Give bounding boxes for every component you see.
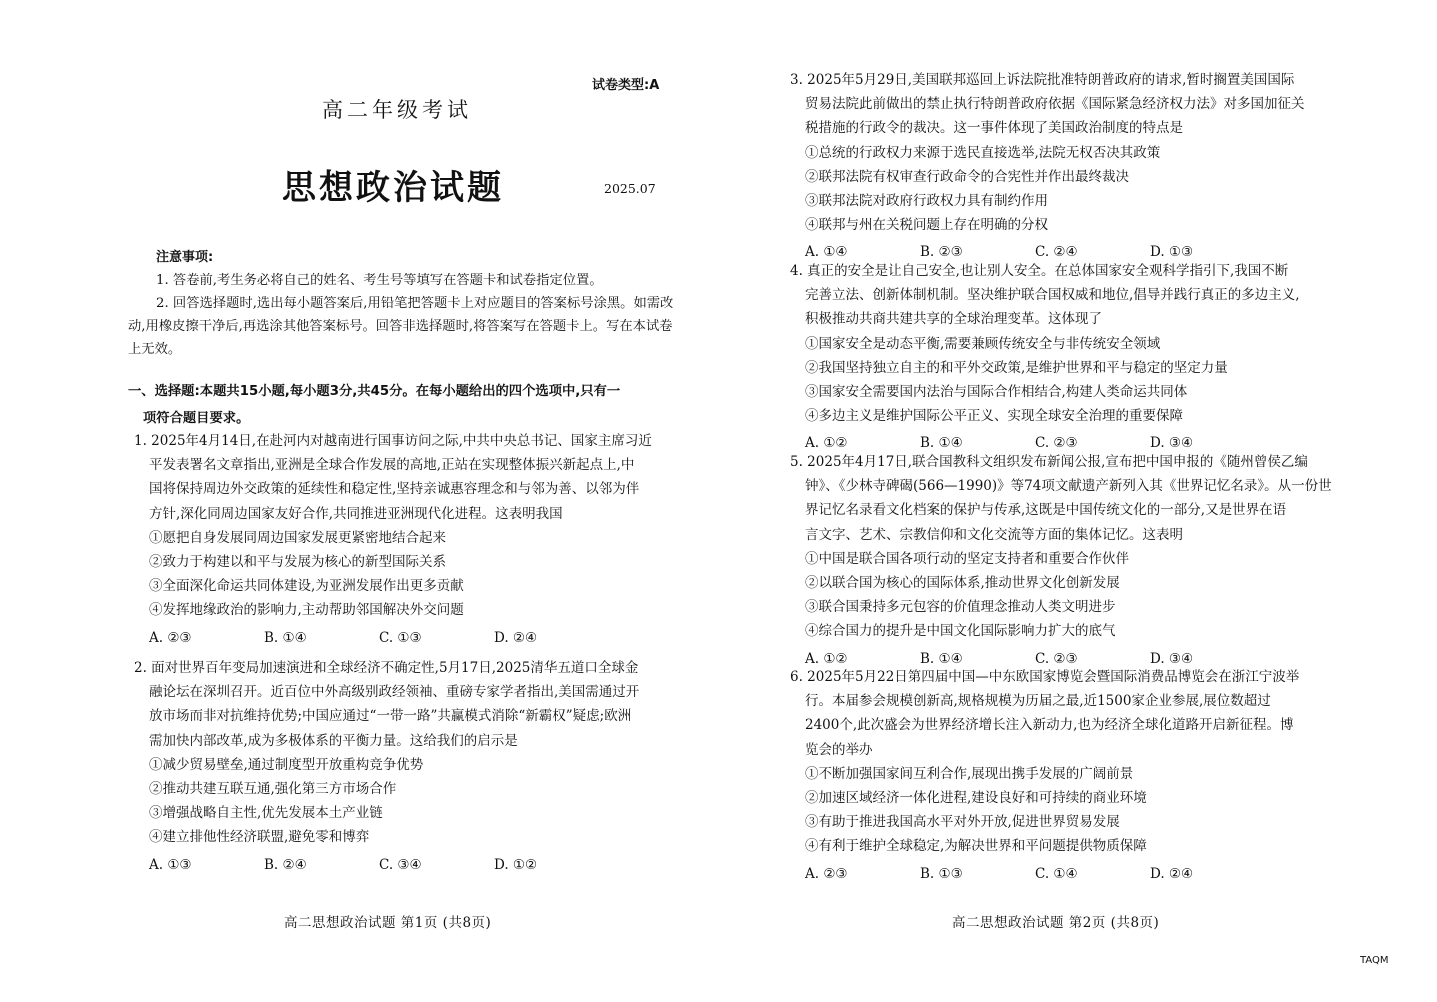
statement-option: ④综合国力的提升是中国文化国际影响力扩大的底气: [805, 623, 1116, 640]
choice-b: B. ①④: [920, 650, 963, 667]
stem-line: 4. 真正的安全是让自己安全,也让别人安全。在总体国家安全观科学指引下,我国不断: [790, 263, 1289, 279]
stem-line: 1. 2025年4月14日,在赴河内对越南进行国事访问之际,中共中央总书记、国家主席习近: [134, 433, 652, 449]
stem-line: 方针,深化同周边国家友好合作,共同推进亚洲现代化进程。这表明我国: [149, 505, 563, 522]
stem-line: 2400个,此次盛会为世界经济增长注入新动力,也为经济全球化道路开启新征程。博: [805, 717, 1294, 734]
choice-a: A. ①④: [805, 244, 848, 261]
question-1: [134, 429, 694, 650]
choice-a: A. ①②: [805, 435, 848, 452]
page-2: [718, 0, 1437, 1002]
choice-b: B. ①④: [264, 629, 307, 646]
statement-option: ②推动共建互联互通,强化第三方市场合作: [149, 781, 397, 798]
stem-line: 国将保持周边外交政策的延续性和稳定性,坚持亲诚惠容理念和与邻为善、以邻为伴: [149, 481, 640, 498]
question-stem: [790, 450, 1410, 547]
stem-line: 行。本届参会规模创新高,规格规模为历届之最,近1500家企业参展,展位数超过: [805, 693, 1271, 710]
stem-line: 言文字、艺术、宗教信仰和文化交流等方面的集体记忆。这表明: [805, 526, 1183, 543]
print-code: TAQM: [1360, 955, 1389, 966]
stem-line: 钟》、《少林寺碑碣(566—1990)》等74项文献遗产新列入其《世界记忆名录》。从一份世: [805, 478, 1332, 495]
stem-line: 融论坛在深圳召开。近百位中外高级别政经领袖、重磅专家学者指出,美国需通过开: [149, 684, 640, 701]
question-stem: [790, 68, 1410, 141]
answer-choices: [790, 862, 1410, 886]
question-4: [790, 259, 1410, 456]
stem-line: 税措施的行政令的裁决。这一事件体现了美国政治制度的特点是: [805, 120, 1183, 137]
statement-option: ①不断加强国家间互利合作,展现出携手发展的广阔前景: [805, 765, 1134, 782]
choice-c: C. ②③: [1035, 650, 1078, 667]
paper-type-label: 试卷类型:A: [592, 78, 660, 93]
stem-line: 3. 2025年5月29日,美国联邦巡回上诉法院批准特朗普政府的请求,暂时搁置美国国际: [790, 72, 1295, 88]
statement-option: ③全面深化命运共同体建设,为亚洲发展作出更多贡献: [149, 578, 464, 595]
choice-a: A. ②③: [149, 629, 192, 646]
stem-line: 贸易法院此前做出的禁止执行特朗普政府依据《国际紧急经济权力法》对多国加征关: [805, 96, 1305, 113]
statement-option: ③国家安全需要国内法治与国际合作相结合,构建人类命运共同体: [805, 384, 1188, 401]
statement-option: ②我国坚持独立自主的和平外交政策,是维护世界和平与稳定的坚定力量: [805, 359, 1228, 376]
choice-d: D. ③④: [1150, 650, 1194, 667]
stem-line: 完善立法、创新体制机制。坚决维护联合国权威和地位,倡导并践行真正的多边主义,: [805, 287, 1300, 304]
choice-c: C. ②③: [1035, 435, 1078, 452]
statement-option: ①中国是联合国各项行动的坚定支持者和重要合作伙伴: [805, 550, 1129, 567]
statement-option: ④发挥地缘政治的影响力,主动帮助邻国解决外交问题: [149, 602, 464, 619]
choice-c: C. ①④: [1035, 865, 1078, 882]
question-stem: [134, 656, 694, 753]
question-stem: [134, 429, 694, 526]
choice-d: D. ①③: [1150, 244, 1194, 261]
choice-b: B. ①③: [920, 865, 963, 882]
stem-line: 览会的举办: [805, 741, 873, 758]
question-stem: [790, 259, 1410, 332]
answer-choices: [134, 853, 694, 877]
stem-line: 6. 2025年5月22日第四届中国—中东欧国家博览会暨国际消费品博览会在浙江宁波举: [790, 669, 1300, 685]
notice-heading: 注意事项:: [156, 250, 214, 265]
notice-block: [128, 246, 683, 361]
question-3: [790, 68, 1410, 265]
stem-line: 平发表署名文章指出,亚洲是全球合作发展的高地,正站在实现整体振兴新起点上,中: [149, 457, 635, 474]
choice-d: D. ②④: [1150, 865, 1194, 882]
notice-item-2: 2. 回答选择题时,选出每小题答案后,用铅笔把答题卡上对应题目的答案标号涂黑。如需改动,用橡皮擦干净后,再选涂其他答案标号。回答非选择题时,将答案写在答题卡上。写在本试卷上无效。: [128, 296, 674, 357]
statement-option: ②联邦法院有权审查行政命令的合宪性并作出最终裁决: [805, 168, 1129, 185]
answer-choices: [134, 626, 694, 650]
choice-b: B. ①④: [920, 435, 963, 452]
choice-b: B. ②③: [920, 244, 963, 261]
stem-line: 界记忆名录看文化档案的保护与传承,这既是中国传统文化的一部分,又是世界在语: [805, 502, 1287, 519]
page-footer: 高二思想政治试题 第1页 (共8页): [284, 915, 492, 931]
choice-a: A. ①③: [149, 856, 192, 873]
question-2: [134, 656, 694, 877]
question-5: [790, 450, 1410, 671]
statement-option: ④有利于维护全球稳定,为解决世界和平问题提供物质保障: [805, 838, 1147, 855]
question-stem: [790, 665, 1410, 762]
stem-line: 积极推动共商共建共享的全球治理变革。这体现了: [805, 311, 1102, 328]
choice-d: D. ③④: [1150, 435, 1194, 452]
statement-option: ④多边主义是维护国际公平正义、实现全球安全治理的重要保障: [805, 408, 1183, 425]
exam-title: 高二年级考试: [322, 98, 472, 122]
choice-d: D. ②④: [494, 629, 538, 646]
statement-option: ①愿把自身发展同周边国家发展更紧密地结合起来: [149, 529, 446, 546]
statement-option: ①减少贸易壁垒,通过制度型开放重构竞争优势: [149, 756, 424, 773]
choice-c: C. ③④: [379, 856, 422, 873]
statement-option: ③联合国秉持多元包容的价值理念推动人类文明进步: [805, 599, 1116, 616]
stem-line: 放市场而非对抗维持优势;中国应通过“一带一路”共赢模式消除“新霸权”疑虑;欧洲: [149, 708, 632, 725]
statement-option: ②加速区域经济一体化进程,建设良好和可持续的商业环境: [805, 790, 1147, 807]
section-heading: [128, 378, 683, 432]
choice-d: D. ①②: [494, 856, 538, 873]
statement-option: ②以联合国为核心的国际体系,推动世界文化创新发展: [805, 575, 1120, 592]
page-1: [0, 0, 718, 1002]
exam-date: 2025.07: [604, 181, 656, 196]
statement-option: ④建立排他性经济联盟,避免零和博弈: [149, 829, 370, 846]
notice-item-1: 1. 答卷前,考生务必将自己的姓名、考生号等填写在答题卡和试卷指定位置。: [156, 273, 603, 288]
choice-b: B. ②④: [264, 856, 307, 873]
statement-option: ①国家安全是动态平衡,需要兼顾传统安全与非传统安全领域: [805, 335, 1161, 352]
subject-title: 思想政治试题: [282, 168, 504, 208]
choice-c: C. ①③: [379, 629, 422, 646]
stem-line: 2. 面对世界百年变局加速演进和全球经济不确定性,5月17日,2025清华五道口全球金: [134, 660, 639, 676]
choice-a: A. ①②: [805, 650, 848, 667]
statement-option: ③增强战略自主性,优先发展本土产业链: [149, 805, 383, 822]
section-title: 一、选择题:本题共15小题,每小题3分,共45分。在每小题给出的四个选项中,只有一: [128, 384, 621, 399]
statement-option: ②致力于构建以和平与发展为核心的新型国际关系: [149, 554, 446, 571]
choice-c: C. ②④: [1035, 244, 1078, 261]
statement-option: ③联邦法院对政府行政权力具有制约作用: [805, 193, 1048, 210]
stem-line: 5. 2025年4月17日,联合国教科文组织发布新闻公报,宣布把中国申报的《随州曾侯乙编: [790, 454, 1308, 470]
page-footer: 高二思想政治试题 第2页 (共8页): [952, 915, 1160, 931]
choice-a: A. ②③: [805, 865, 848, 882]
section-title-cont: 项符合题目要求。: [143, 411, 250, 426]
statement-option: ③有助于推进我国高水平对外开放,促进世界贸易发展: [805, 814, 1120, 831]
question-6: [790, 665, 1410, 886]
statement-option: ①总统的行政权力来源于选民直接选举,法院无权否决其政策: [805, 144, 1161, 161]
stem-line: 需加快内部改革,成为多极体系的平衡力量。这给我们的启示是: [149, 732, 518, 749]
statement-option: ④联邦与州在关税问题上存在明确的分权: [805, 217, 1048, 234]
